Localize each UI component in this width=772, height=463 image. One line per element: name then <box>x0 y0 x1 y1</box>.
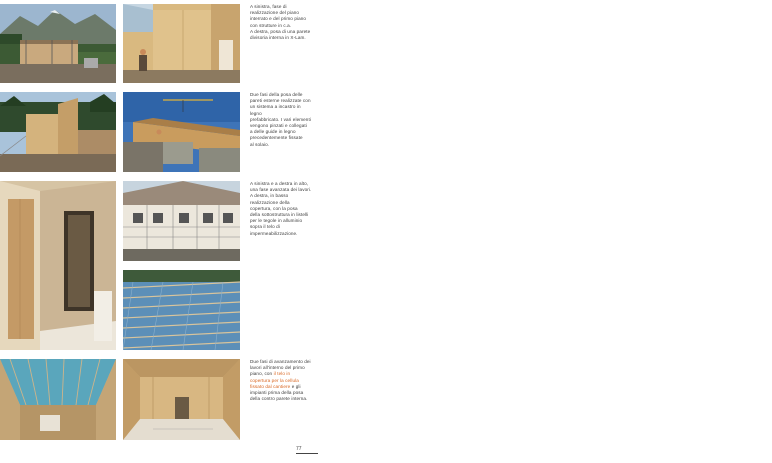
caption-4-text: e gli <box>290 383 301 389</box>
caption-1-line: A destra, posa di una parete <box>250 28 311 34</box>
caption-1-line: A sinistra, fase di <box>250 4 287 9</box>
caption-2-line: vengono pinzati e collegati <box>250 123 307 129</box>
photo-crane-lifting-elements <box>123 92 240 172</box>
caption-3-line: A destra, in basso <box>250 193 289 199</box>
caption-3-line: copertura, con la posa <box>250 205 298 211</box>
photo-interior-systems <box>123 359 240 440</box>
caption-1-line: realizzazione del piano <box>250 10 300 16</box>
caption-3-line: sopra il telo di <box>250 224 280 230</box>
page-number-rule <box>296 453 318 454</box>
caption-1 <box>250 4 312 41</box>
photo-roof-battens <box>123 270 240 350</box>
caption-3-line: della sottostruttura in listelli <box>250 212 309 218</box>
caption-4 <box>250 359 312 402</box>
caption-4-text: lavori all'interno del primo <box>250 365 305 371</box>
caption-3-line: per le tegole in alluminio <box>250 218 303 224</box>
photo-building-scaffolding <box>123 181 240 261</box>
photo-exterior-wall-panels <box>0 92 116 172</box>
caption-3-line: realizzazione della <box>250 199 290 205</box>
caption-4-text: impianti prima della posa <box>250 390 304 396</box>
caption-1-line: interrato e del primo piano <box>250 16 307 22</box>
caption-2-line: precedentemente fissate <box>250 135 303 141</box>
caption-4-highlight: il telo in <box>273 371 291 377</box>
caption-3 <box>250 181 312 237</box>
page-number: 77 <box>296 446 302 452</box>
photo-interior-wall-xlam <box>123 4 240 83</box>
caption-4-text: piano, con <box>250 371 274 377</box>
caption-1-line: con strutture in c.a. <box>250 22 292 28</box>
caption-2-line: un sistema a incastro in legno <box>250 104 301 116</box>
caption-2-line: al solaio. <box>250 141 270 147</box>
caption-4-highlight: copertura per la cellula <box>250 377 299 383</box>
caption-2-line: pareti esterne realizzate con <box>250 98 311 104</box>
caption-4-highlight: fissato dal cantiere <box>250 383 291 389</box>
caption-2 <box>250 92 312 148</box>
caption-3-line: A sinistra e a destra in alto, <box>250 181 309 186</box>
caption-4-text: della contro parete interna. <box>250 396 308 402</box>
caption-2-line: Due fasi della posa delle <box>250 92 303 97</box>
photo-construction-site-mountains <box>0 4 116 83</box>
photo-ceiling-blue-membrane <box>0 359 116 440</box>
caption-1-line: divisoria interna in X-Lam. <box>250 35 306 41</box>
caption-3-line: impermeabilizzazione. <box>250 230 298 236</box>
caption-2-line: a delle guide in legno <box>250 129 296 135</box>
caption-3-line: una fase avanzata dei lavori. <box>250 187 312 193</box>
photo-interior-wood-walls <box>0 181 116 350</box>
caption-4-text: Due fasi di avanzamento dei <box>250 359 311 364</box>
caption-2-line: prefabbricato. I vari elementi <box>250 116 311 122</box>
